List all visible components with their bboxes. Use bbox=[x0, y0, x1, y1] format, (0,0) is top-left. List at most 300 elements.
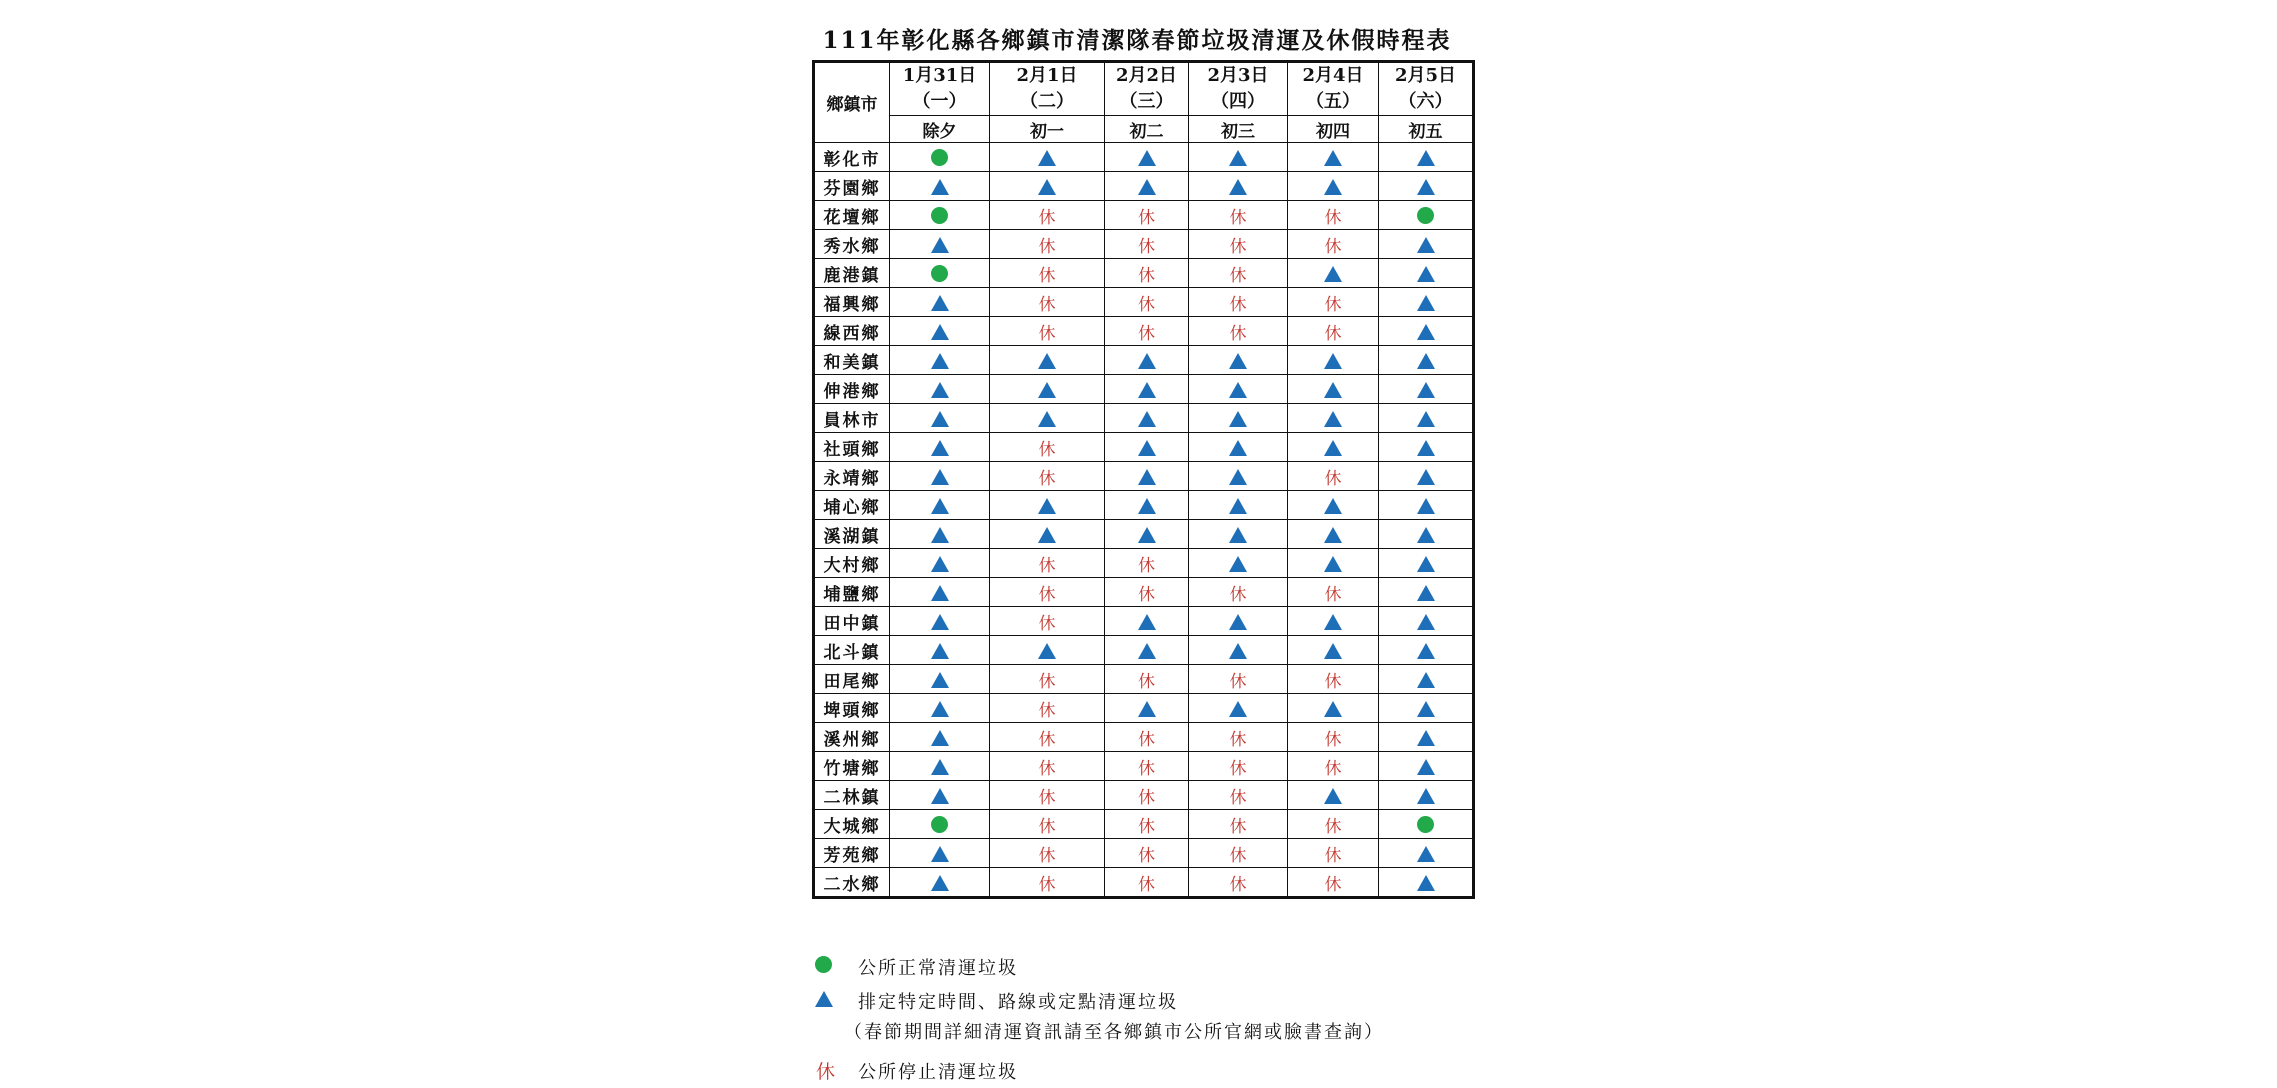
rest-mark: 休 bbox=[1138, 816, 1155, 837]
header-date: 2月1日 bbox=[1016, 65, 1078, 86]
blue-triangle-icon bbox=[1038, 179, 1056, 195]
status-cell bbox=[1189, 317, 1288, 346]
table-row bbox=[814, 346, 1474, 375]
status-cell bbox=[1189, 143, 1288, 172]
header-weekday: （三） bbox=[1119, 91, 1174, 112]
status-cell bbox=[990, 636, 1105, 665]
town-name: 二水鄉 bbox=[814, 868, 890, 898]
town-name: 和美鎮 bbox=[814, 346, 890, 375]
status-cell bbox=[1379, 346, 1474, 375]
legend-note: （春節期間詳細清運資訊請至各鄉鎮市公所官網或臉書查詢） bbox=[844, 1022, 1384, 1043]
green-circle-icon bbox=[931, 265, 948, 282]
status-cell bbox=[1379, 404, 1474, 433]
header-row-dates bbox=[814, 62, 1474, 116]
status-cell bbox=[1379, 172, 1474, 201]
town-name: 溪湖鎮 bbox=[814, 520, 890, 549]
status-cell bbox=[990, 868, 1105, 898]
blue-triangle-icon bbox=[1324, 527, 1342, 543]
status-cell bbox=[1379, 317, 1474, 346]
status-cell bbox=[1189, 520, 1288, 549]
rest-mark: 休 bbox=[1324, 468, 1342, 489]
status-cell bbox=[890, 259, 990, 288]
status-cell bbox=[1189, 259, 1288, 288]
rest-mark: 休 bbox=[1229, 787, 1247, 808]
blue-triangle-icon bbox=[1417, 556, 1435, 572]
status-cell bbox=[1288, 375, 1379, 404]
town-name: 二林鎮 bbox=[814, 781, 890, 810]
blue-triangle-icon bbox=[1417, 237, 1435, 253]
header-day bbox=[1379, 62, 1474, 116]
status-cell bbox=[1288, 172, 1379, 201]
status-cell bbox=[1105, 578, 1189, 607]
status-cell bbox=[890, 636, 990, 665]
page-title: 111年彰化縣各鄉鎮市清潔隊春節垃圾清運及休假時程表 bbox=[822, 27, 1452, 54]
blue-triangle-icon bbox=[931, 440, 949, 456]
blue-triangle-icon bbox=[931, 498, 949, 514]
blue-triangle-icon bbox=[1324, 498, 1342, 514]
blue-triangle-icon bbox=[1038, 498, 1056, 514]
status-cell bbox=[1288, 346, 1379, 375]
blue-triangle-icon bbox=[1417, 701, 1435, 717]
status-cell bbox=[1288, 201, 1379, 230]
town-name: 線西鄉 bbox=[814, 317, 890, 346]
status-cell bbox=[890, 462, 990, 491]
status-cell bbox=[1189, 201, 1288, 230]
status-cell bbox=[990, 462, 1105, 491]
blue-triangle-icon bbox=[1324, 411, 1342, 427]
status-cell bbox=[1105, 752, 1189, 781]
town-name: 田尾鄉 bbox=[814, 665, 890, 694]
blue-triangle-icon bbox=[1417, 411, 1435, 427]
status-cell bbox=[890, 781, 990, 810]
status-cell bbox=[1379, 230, 1474, 259]
blue-triangle-icon bbox=[1138, 353, 1156, 369]
status-cell bbox=[890, 694, 990, 723]
status-cell bbox=[1189, 636, 1288, 665]
status-cell bbox=[890, 172, 990, 201]
table-row bbox=[814, 375, 1474, 404]
legend-note-row bbox=[812, 1018, 1612, 1054]
blue-triangle-icon bbox=[931, 324, 949, 340]
header-day bbox=[1189, 62, 1288, 116]
blue-triangle-icon bbox=[931, 179, 949, 195]
rest-mark: 休 bbox=[1138, 787, 1155, 808]
status-cell bbox=[890, 839, 990, 868]
blue-triangle-icon bbox=[931, 237, 949, 253]
status-cell bbox=[890, 346, 990, 375]
status-cell bbox=[1105, 259, 1189, 288]
status-cell bbox=[1379, 578, 1474, 607]
status-cell bbox=[1379, 259, 1474, 288]
legend-item-rest bbox=[812, 1054, 1612, 1088]
status-cell bbox=[1288, 636, 1379, 665]
status-cell bbox=[890, 230, 990, 259]
status-cell bbox=[1105, 143, 1189, 172]
header-lunar-day: 除夕 bbox=[890, 116, 990, 143]
table-row bbox=[814, 259, 1474, 288]
blue-triangle-icon bbox=[1324, 788, 1342, 804]
status-cell bbox=[1189, 375, 1288, 404]
blue-triangle-icon bbox=[931, 411, 949, 427]
status-cell bbox=[990, 172, 1105, 201]
table-row bbox=[814, 752, 1474, 781]
status-cell bbox=[1379, 781, 1474, 810]
status-cell bbox=[1189, 752, 1288, 781]
status-cell bbox=[1105, 433, 1189, 462]
status-cell bbox=[990, 578, 1105, 607]
table-row bbox=[814, 607, 1474, 636]
legend-label-normal: 公所正常清運垃圾 bbox=[858, 958, 1018, 979]
status-cell bbox=[1189, 404, 1288, 433]
rest-mark: 休 bbox=[1138, 874, 1155, 895]
status-cell bbox=[1288, 462, 1379, 491]
header-weekday: （六） bbox=[1398, 91, 1453, 112]
status-cell bbox=[1288, 230, 1379, 259]
status-cell bbox=[1288, 752, 1379, 781]
blue-triangle-icon bbox=[931, 295, 949, 311]
blue-triangle-icon bbox=[1417, 672, 1435, 688]
blue-triangle-icon bbox=[1417, 353, 1435, 369]
status-cell bbox=[990, 810, 1105, 839]
blue-triangle-icon bbox=[931, 875, 949, 891]
rest-mark: 休 bbox=[1038, 845, 1056, 866]
rest-mark: 休 bbox=[1138, 758, 1155, 779]
blue-triangle-icon bbox=[1229, 556, 1247, 572]
status-cell bbox=[890, 868, 990, 898]
rest-mark: 休 bbox=[1038, 207, 1056, 228]
table-row bbox=[814, 143, 1474, 172]
status-cell bbox=[1189, 433, 1288, 462]
green-circle-icon bbox=[1417, 207, 1434, 224]
rest-mark: 休 bbox=[1324, 874, 1342, 895]
status-cell bbox=[1288, 520, 1379, 549]
rest-mark: 休 bbox=[1038, 700, 1056, 721]
blue-triangle-icon bbox=[1229, 440, 1247, 456]
rest-mark: 休 bbox=[1229, 671, 1247, 692]
rest-mark: 休 bbox=[1324, 323, 1342, 344]
status-cell bbox=[990, 259, 1105, 288]
town-name: 秀水鄉 bbox=[814, 230, 890, 259]
legend-label-rest: 公所停止清運垃圾 bbox=[858, 1062, 1018, 1083]
table-row bbox=[814, 665, 1474, 694]
town-name: 員林市 bbox=[814, 404, 890, 433]
rest-mark: 休 bbox=[1038, 787, 1056, 808]
status-cell bbox=[990, 781, 1105, 810]
rest-mark: 休 bbox=[1138, 207, 1155, 228]
town-name: 北斗鎮 bbox=[814, 636, 890, 665]
rest-mark: 休 bbox=[1138, 323, 1155, 344]
status-cell bbox=[890, 578, 990, 607]
legend-item-normal bbox=[812, 950, 1612, 984]
status-cell bbox=[890, 143, 990, 172]
legend-item-scheduled bbox=[812, 984, 1612, 1018]
status-cell bbox=[890, 665, 990, 694]
status-cell bbox=[1105, 810, 1189, 839]
rest-mark: 休 bbox=[1324, 236, 1342, 257]
rest-mark: 休 bbox=[1038, 265, 1056, 286]
blue-triangle-icon bbox=[1324, 179, 1342, 195]
blue-triangle-icon bbox=[931, 672, 949, 688]
blue-triangle-icon bbox=[931, 701, 949, 717]
blue-triangle-icon bbox=[1229, 701, 1247, 717]
rest-mark: 休 bbox=[1324, 758, 1342, 779]
status-cell bbox=[1105, 462, 1189, 491]
blue-triangle-icon bbox=[1417, 179, 1435, 195]
status-cell bbox=[890, 201, 990, 230]
status-cell bbox=[1189, 549, 1288, 578]
status-cell bbox=[890, 288, 990, 317]
town-name: 溪州鄉 bbox=[814, 723, 890, 752]
status-cell bbox=[1105, 317, 1189, 346]
rest-mark: 休 bbox=[1324, 816, 1342, 837]
rest-mark: 休 bbox=[1229, 584, 1247, 605]
status-cell bbox=[990, 230, 1105, 259]
blue-triangle-icon bbox=[1324, 382, 1342, 398]
table-row bbox=[814, 230, 1474, 259]
rest-mark: 休 bbox=[1229, 323, 1247, 344]
table-row bbox=[814, 433, 1474, 462]
blue-triangle-icon bbox=[931, 643, 949, 659]
rest-mark: 休 bbox=[1038, 729, 1056, 750]
blue-triangle-icon bbox=[1138, 614, 1156, 630]
header-lunar-day: 初二 bbox=[1105, 116, 1189, 143]
rest-mark: 休 bbox=[1138, 729, 1155, 750]
status-cell bbox=[1288, 143, 1379, 172]
town-name: 大城鄉 bbox=[814, 810, 890, 839]
status-cell bbox=[990, 520, 1105, 549]
blue-triangle-icon bbox=[1138, 701, 1156, 717]
rest-mark: 休 bbox=[1138, 845, 1155, 866]
blue-triangle-icon bbox=[1138, 498, 1156, 514]
schedule-table bbox=[812, 60, 1475, 899]
rest-mark: 休 bbox=[1138, 294, 1155, 315]
green-circle-icon bbox=[815, 956, 832, 973]
status-cell bbox=[990, 143, 1105, 172]
status-cell bbox=[890, 404, 990, 433]
blue-triangle-icon bbox=[1324, 353, 1342, 369]
status-cell bbox=[1105, 607, 1189, 636]
status-cell bbox=[1189, 462, 1288, 491]
blue-triangle-icon bbox=[1417, 382, 1435, 398]
blue-triangle-icon bbox=[1417, 788, 1435, 804]
rest-mark: 休 bbox=[1229, 294, 1247, 315]
blue-triangle-icon bbox=[1417, 585, 1435, 601]
status-cell bbox=[1105, 491, 1189, 520]
blue-triangle-icon bbox=[1417, 440, 1435, 456]
blue-triangle-icon bbox=[1324, 614, 1342, 630]
rest-mark: 休 bbox=[1229, 758, 1247, 779]
town-name: 花壇鄉 bbox=[814, 201, 890, 230]
rest-mark: 休 bbox=[1038, 439, 1056, 460]
town-name: 埔心鄉 bbox=[814, 491, 890, 520]
table-header bbox=[814, 62, 1474, 143]
blue-triangle-icon bbox=[1038, 150, 1056, 166]
rest-mark: 休 bbox=[1038, 236, 1056, 257]
status-cell bbox=[1105, 172, 1189, 201]
town-name: 社頭鄉 bbox=[814, 433, 890, 462]
rest-mark: 休 bbox=[1138, 265, 1155, 286]
blue-triangle-icon bbox=[1038, 411, 1056, 427]
table-row bbox=[814, 578, 1474, 607]
status-cell bbox=[1379, 839, 1474, 868]
status-cell bbox=[1379, 491, 1474, 520]
rest-mark: 休 bbox=[1229, 816, 1247, 837]
rest-symbol: 休 bbox=[816, 1061, 836, 1083]
status-cell bbox=[1379, 868, 1474, 898]
status-cell bbox=[890, 520, 990, 549]
status-cell bbox=[1189, 346, 1288, 375]
blue-triangle-icon bbox=[1229, 353, 1247, 369]
rest-mark: 休 bbox=[1324, 584, 1342, 605]
status-cell bbox=[1105, 346, 1189, 375]
town-name: 埤頭鄉 bbox=[814, 694, 890, 723]
town-name: 伸港鄉 bbox=[814, 375, 890, 404]
status-cell bbox=[990, 375, 1105, 404]
town-name: 芳苑鄉 bbox=[814, 839, 890, 868]
table-row bbox=[814, 288, 1474, 317]
header-date: 2月2日 bbox=[1115, 65, 1178, 86]
table-row bbox=[814, 404, 1474, 433]
header-lunar-day: 初四 bbox=[1288, 116, 1379, 143]
status-cell bbox=[890, 752, 990, 781]
blue-triangle-icon bbox=[1229, 614, 1247, 630]
status-cell bbox=[1105, 375, 1189, 404]
blue-triangle-icon bbox=[1138, 440, 1156, 456]
rest-mark: 休 bbox=[1038, 555, 1056, 576]
status-cell bbox=[1189, 868, 1288, 898]
status-cell bbox=[1379, 520, 1474, 549]
header-date: 2月3日 bbox=[1207, 65, 1269, 86]
status-cell bbox=[1288, 868, 1379, 898]
status-cell bbox=[1288, 781, 1379, 810]
rest-mark: 休 bbox=[1324, 671, 1342, 692]
status-cell bbox=[990, 607, 1105, 636]
blue-triangle-icon bbox=[1138, 643, 1156, 659]
blue-triangle-icon bbox=[931, 759, 949, 775]
blue-triangle-icon bbox=[931, 353, 949, 369]
status-cell bbox=[1288, 549, 1379, 578]
header-row-lunar bbox=[814, 116, 1474, 143]
status-cell bbox=[1379, 694, 1474, 723]
blue-triangle-icon bbox=[1038, 382, 1056, 398]
rest-mark: 休 bbox=[1324, 294, 1342, 315]
rest-mark: 休 bbox=[1038, 613, 1056, 634]
status-cell bbox=[890, 433, 990, 462]
status-cell bbox=[1189, 578, 1288, 607]
blue-triangle-icon bbox=[1229, 498, 1247, 514]
green-circle-icon bbox=[931, 816, 948, 833]
blue-triangle-icon bbox=[1417, 846, 1435, 862]
blue-triangle-icon bbox=[931, 469, 949, 485]
status-cell bbox=[1189, 491, 1288, 520]
rest-mark: 休 bbox=[1324, 729, 1342, 750]
status-cell bbox=[1288, 694, 1379, 723]
status-cell bbox=[890, 375, 990, 404]
blue-triangle-icon bbox=[1417, 266, 1435, 282]
header-lunar-day: 初一 bbox=[990, 116, 1105, 143]
blue-triangle-icon bbox=[1038, 353, 1056, 369]
status-cell bbox=[1379, 462, 1474, 491]
status-cell bbox=[1189, 665, 1288, 694]
blue-triangle-icon bbox=[1229, 469, 1247, 485]
rest-mark: 休 bbox=[1229, 729, 1247, 750]
status-cell bbox=[990, 404, 1105, 433]
table-row bbox=[814, 636, 1474, 665]
status-cell bbox=[1379, 723, 1474, 752]
status-cell bbox=[890, 317, 990, 346]
blue-triangle-icon bbox=[931, 788, 949, 804]
blue-triangle-icon bbox=[1417, 295, 1435, 311]
green-circle-icon bbox=[931, 207, 948, 224]
status-cell bbox=[1189, 781, 1288, 810]
rest-mark: 休 bbox=[1038, 584, 1056, 605]
status-cell bbox=[990, 549, 1105, 578]
status-cell bbox=[1105, 520, 1189, 549]
status-cell bbox=[1105, 549, 1189, 578]
blue-triangle-icon bbox=[1138, 411, 1156, 427]
status-cell bbox=[890, 549, 990, 578]
status-cell bbox=[1105, 230, 1189, 259]
status-cell bbox=[890, 607, 990, 636]
status-cell bbox=[1105, 201, 1189, 230]
table-row bbox=[814, 462, 1474, 491]
status-cell bbox=[1189, 172, 1288, 201]
blue-triangle-icon bbox=[1417, 498, 1435, 514]
blue-triangle-icon bbox=[1138, 527, 1156, 543]
status-cell bbox=[1379, 810, 1474, 839]
header-date: 2月5日 bbox=[1394, 65, 1457, 86]
status-cell bbox=[1379, 375, 1474, 404]
status-cell bbox=[1189, 810, 1288, 839]
table-row bbox=[814, 781, 1474, 810]
blue-triangle-icon bbox=[1229, 527, 1247, 543]
blue-triangle-icon bbox=[1324, 150, 1342, 166]
status-cell bbox=[990, 317, 1105, 346]
table-row bbox=[814, 839, 1474, 868]
blue-triangle-icon bbox=[931, 585, 949, 601]
legend bbox=[812, 950, 1612, 1088]
status-cell bbox=[1288, 433, 1379, 462]
status-cell bbox=[1379, 288, 1474, 317]
blue-triangle-icon bbox=[1417, 759, 1435, 775]
rest-mark: 休 bbox=[1138, 671, 1155, 692]
blue-triangle-icon bbox=[1229, 382, 1247, 398]
blue-triangle-icon bbox=[931, 556, 949, 572]
town-name: 大村鄉 bbox=[814, 549, 890, 578]
rest-mark: 休 bbox=[1229, 236, 1247, 257]
table-row bbox=[814, 549, 1474, 578]
status-cell bbox=[990, 694, 1105, 723]
rest-mark: 休 bbox=[1229, 265, 1247, 286]
status-cell bbox=[990, 201, 1105, 230]
blue-triangle-icon bbox=[931, 614, 949, 630]
status-cell bbox=[1379, 143, 1474, 172]
status-cell bbox=[1189, 839, 1288, 868]
blue-triangle-icon bbox=[1138, 382, 1156, 398]
blue-triangle-icon bbox=[931, 846, 949, 862]
table-row bbox=[814, 723, 1474, 752]
status-cell bbox=[1288, 288, 1379, 317]
blue-triangle-icon bbox=[1417, 469, 1435, 485]
blue-triangle-icon bbox=[1417, 324, 1435, 340]
blue-triangle-icon bbox=[1324, 701, 1342, 717]
blue-triangle-icon bbox=[1138, 150, 1156, 166]
header-weekday: （二） bbox=[1020, 91, 1074, 112]
table-body bbox=[814, 143, 1474, 898]
status-cell bbox=[990, 665, 1105, 694]
status-cell bbox=[1379, 201, 1474, 230]
status-cell bbox=[1288, 665, 1379, 694]
